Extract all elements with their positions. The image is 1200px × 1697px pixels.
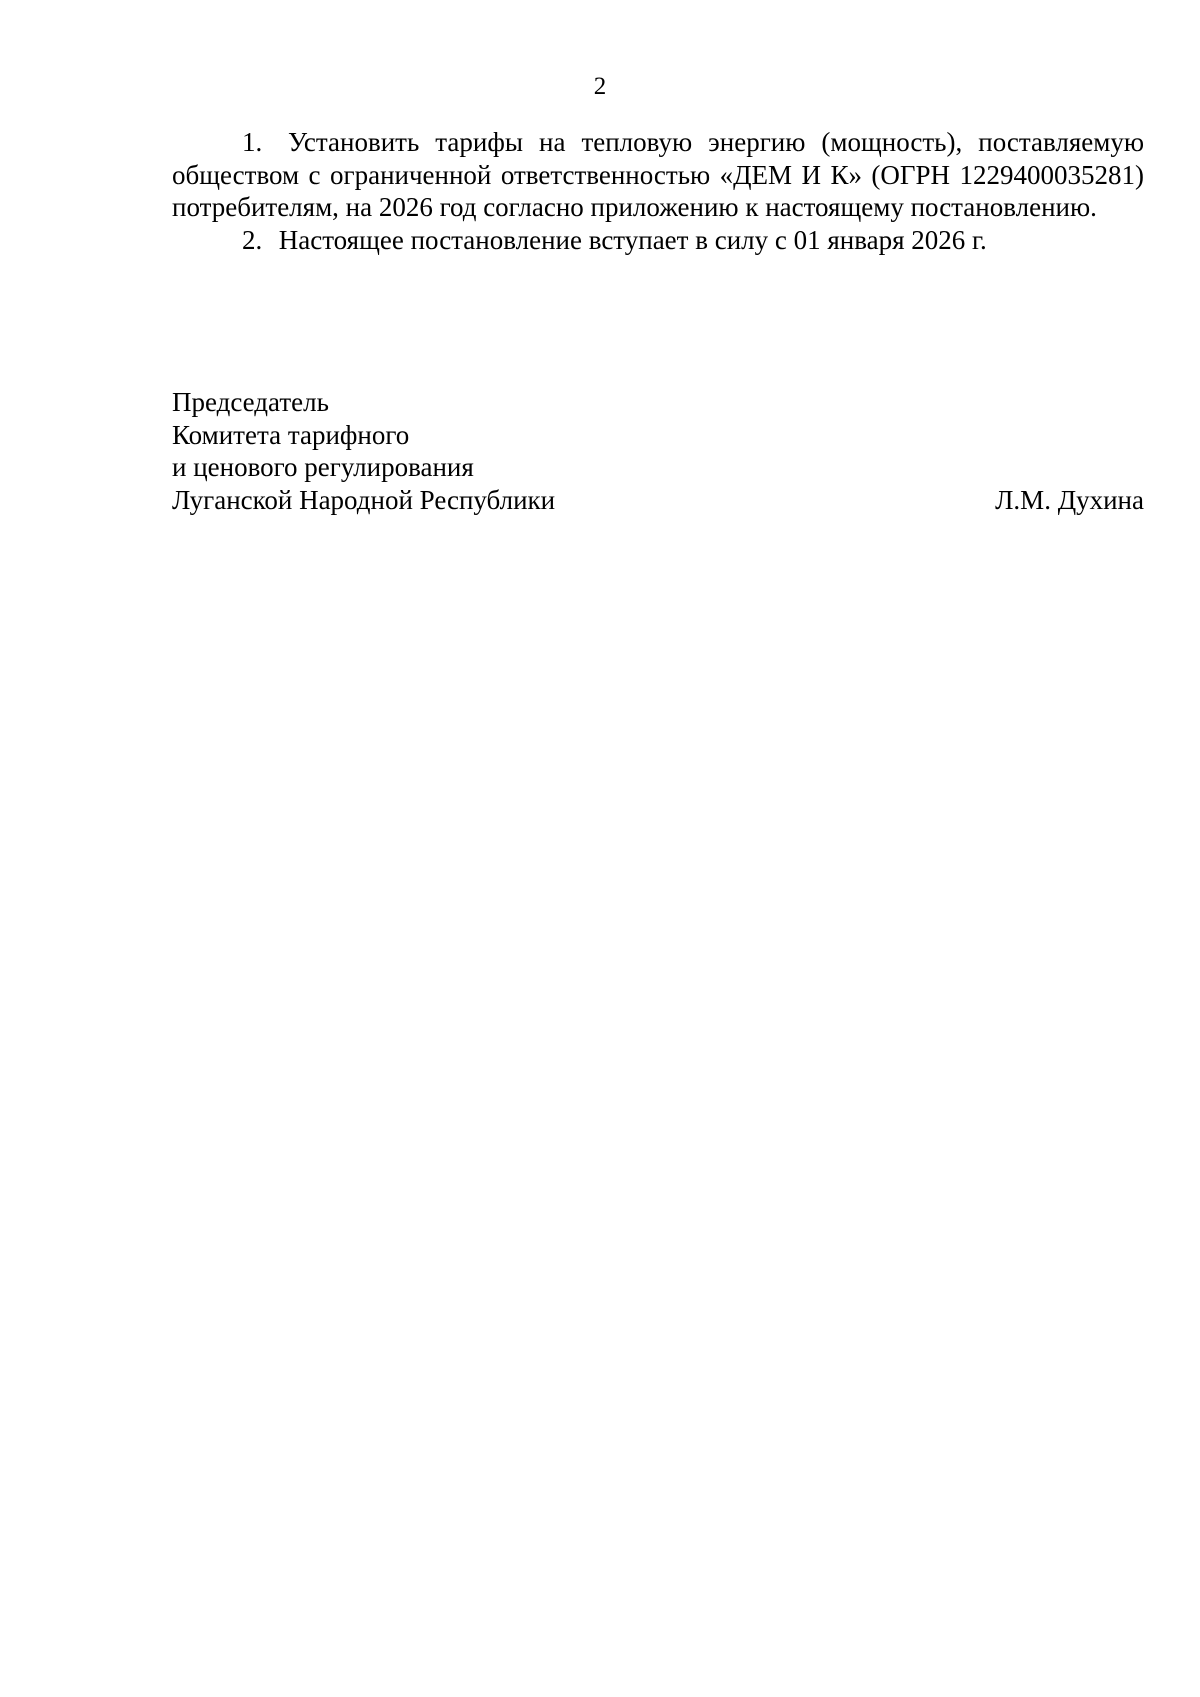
list-item [172, 126, 1144, 224]
item-text: Настоящее постановление вступает в силу с 01 января 2026 г. [278, 224, 987, 255]
signatory-position-line: Председатель [172, 387, 329, 417]
signature-row [172, 484, 1144, 517]
signatory-name: Л.М. Духина [995, 484, 1144, 515]
signature-block [172, 386, 1144, 516]
document-body [172, 126, 1144, 256]
item-text: Установить тарифы на тепловую энергию (мощность), поставляемую обществом с ограниченной ответственностью «ДЕМ И К» (ОГРН 1229400035281) потребителям, на 2026 год согласно приложению к настоящему постановлению. [172, 127, 1145, 222]
signatory-position-line: Комитета тарифного [172, 419, 410, 450]
signatory-position-line: Луганской Народной Республики [172, 484, 556, 515]
signatory-position-line: и ценового регулирования [172, 452, 474, 482]
list-item [172, 224, 1144, 257]
item-number: 2. [242, 224, 263, 255]
page-number: 2 [593, 73, 607, 100]
item-number: 1. [242, 127, 263, 157]
